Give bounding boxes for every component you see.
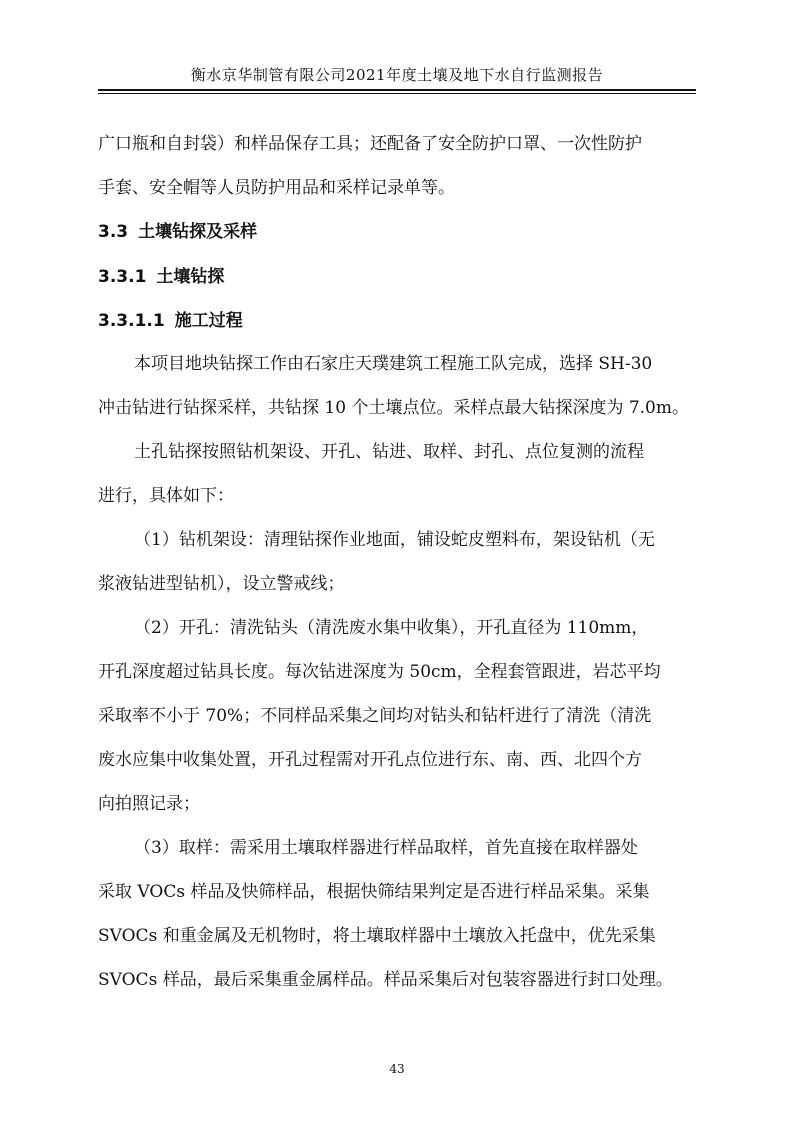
page-number: 43 [389, 1062, 405, 1076]
step2-line-2: 开孔深度超过钻具长度。每次钻进深度为 50cm，全程套管跟进，岩芯平均 [98, 662, 661, 682]
section-title: 土壤钻探 [156, 267, 225, 287]
section-heading-3-3-1 [98, 266, 224, 288]
step1-line-1: （1）钻机架设：清理钻探作业地面，铺设蛇皮塑料布，架设钻机（无 [134, 530, 655, 550]
section-number: 3.3 [98, 222, 129, 242]
para2-line-2: 进行，具体如下： [98, 486, 234, 506]
intro-line-2: 手套、安全帽等人员防护用品和采样记录单等。 [98, 178, 455, 198]
page-header-title: 衡水京华制管有限公司2021年度土壤及地下水自行监测报告 [190, 66, 604, 84]
step2-line-5: 向拍照记录； [98, 794, 200, 814]
step3-line-2: 采取 VOCs 样品及快筛样品，根据快筛结果判定是否进行样品采集。采集 [98, 882, 650, 902]
step2-line-3: 采取率不小于 70%；不同样品采集之间均对钻头和钻杆进行了清洗（清洗 [98, 706, 652, 726]
step2-line-1: （2）开孔：清洗钻头（清洗废水集中收集），开孔直径为 110mm， [134, 618, 649, 638]
intro-line-1: 广口瓶和自封袋）和样品保存工具；还配备了安全防护口罩、一次性防护 [98, 134, 642, 154]
section-number: 3.3.1.1 [98, 311, 165, 331]
section-heading-3-3-1-1 [98, 310, 243, 332]
step3-line-3: SVOCs 和重金属及无机物时，将土壤取样器中土壤放入托盘中，优先采集 [98, 926, 656, 946]
para1-line-1: 本项目地块钻探工作由石家庄天璞建筑工程施工队完成，选择 SH-30 [134, 354, 653, 374]
header-rule-thick [98, 89, 696, 91]
step3-line-1: （3）取样：需采用土壤取样器进行样品取样，首先直接在取样器处 [134, 838, 638, 858]
section-title: 土壤钻探及采样 [138, 222, 258, 242]
step1-line-2: 浆液钻进型钻机），设立警戒线； [98, 574, 345, 594]
step3-line-4: SVOCs 样品，最后采集重金属样品。样品采集后对包装容器进行封口处理。 [98, 970, 673, 990]
para1-line-2: 冲击钻进行钻探采样，共钻探 10 个土壤点位。采样点最大钻探深度为 7.0m。 [98, 398, 689, 418]
section-title: 施工过程 [174, 311, 243, 331]
para2-line-1: 土孔钻探按照钻机架设、开孔、钻进、取样、封孔、点位复测的流程 [134, 442, 644, 462]
section-heading-3-3 [98, 221, 257, 243]
header-rule-thin [98, 93, 696, 94]
step2-line-4: 废水应集中收集处置，开孔过程需对开孔点位进行东、南、西、北四个方 [98, 750, 642, 770]
section-number: 3.3.1 [98, 267, 147, 287]
